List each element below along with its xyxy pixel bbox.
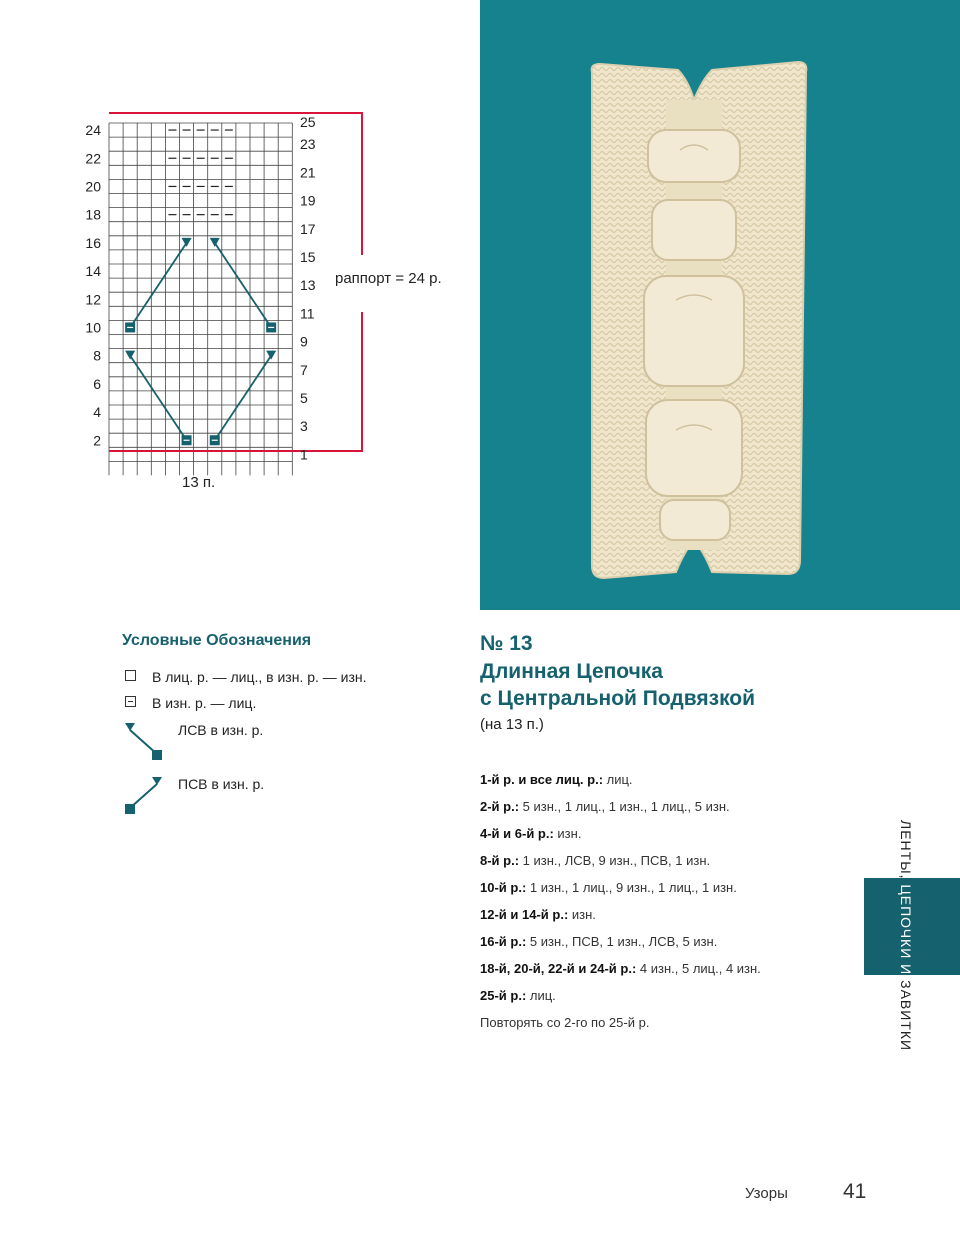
cable-line bbox=[130, 243, 186, 328]
cable-start-marker bbox=[210, 238, 220, 247]
row-number-left: 22 bbox=[85, 150, 101, 167]
left-cross-symbol-icon bbox=[120, 720, 170, 762]
left-row-numbers bbox=[85, 122, 101, 448]
row-number-right: 13 bbox=[300, 277, 316, 294]
legend-item-left-cross: ЛСВ в изн. р. bbox=[178, 722, 264, 738]
pattern-title-line1: Длинная Цепочка bbox=[480, 660, 663, 683]
row-number-left: 24 bbox=[85, 122, 101, 139]
cable-start-marker bbox=[266, 351, 276, 360]
row-number-left: 12 bbox=[85, 291, 101, 308]
pattern-row: 1-й р. и все лиц. р.: лиц. bbox=[480, 772, 633, 787]
row-number-left: 16 bbox=[85, 234, 101, 251]
row-number-right: 9 bbox=[300, 333, 308, 350]
pattern-row: 18-й, 20-й, 22-й и 24-й р.: 4 изн., 5 лиц., 4 изн. bbox=[480, 961, 761, 976]
row-number-left: 14 bbox=[85, 263, 101, 280]
row-number-left: 10 bbox=[85, 319, 101, 336]
chart-markers bbox=[125, 238, 276, 445]
pattern-row: 12-й и 14-й р.: изн. bbox=[480, 907, 596, 922]
row-number-right: 1 bbox=[300, 446, 308, 463]
page-number: 41 bbox=[843, 1180, 867, 1203]
row-number-right: 21 bbox=[300, 164, 316, 181]
chart-grid bbox=[109, 123, 292, 475]
legend-item-right-cross: ПСВ в изн. р. bbox=[178, 776, 265, 792]
pattern-number: № 13 bbox=[480, 632, 533, 655]
legend-item-knit: В лиц. р. — лиц., в изн. р. — изн. bbox=[152, 669, 367, 685]
pattern-row: 4-й и 6-й р.: изн. bbox=[480, 826, 582, 841]
repeat-label: раппорт = 24 р. bbox=[335, 270, 442, 287]
legend-purl-symbol-icon bbox=[125, 696, 136, 707]
row-number-left: 2 bbox=[93, 432, 101, 449]
legend-title: Условные Обозначения bbox=[122, 632, 312, 649]
pattern-title bbox=[480, 658, 755, 712]
stitch-count-label: 13 п. bbox=[182, 474, 216, 491]
row-number-left: 6 bbox=[93, 375, 101, 392]
cable-line bbox=[130, 356, 186, 441]
pattern-row: 25-й р.: лиц. bbox=[480, 988, 556, 1003]
pattern-rows bbox=[480, 772, 860, 1042]
row-number-right: 19 bbox=[300, 192, 316, 209]
pattern-row: 16-й р.: 5 изн., ПСВ, 1 изн., ЛСВ, 5 изн. bbox=[480, 934, 718, 949]
row-number-right: 15 bbox=[300, 248, 316, 265]
pattern-row: 8-й р.: 1 изн., ЛСВ, 9 изн., ПСВ, 1 изн. bbox=[480, 853, 711, 868]
cable-line bbox=[215, 356, 271, 441]
pattern-subtitle: (на 13 п.) bbox=[480, 716, 544, 733]
pattern-row: 10-й р.: 1 изн., 1 лиц., 9 изн., 1 лиц., 1 изн. bbox=[480, 880, 737, 895]
pattern-row: 2-й р.: 5 изн., 1 лиц., 1 изн., 1 лиц., 5 изн. bbox=[480, 799, 730, 814]
row-number-right: 25 bbox=[300, 114, 316, 130]
row-number-right: 7 bbox=[300, 361, 308, 378]
pattern-repeat-note: Повторять со 2-го по 25-й р. bbox=[480, 1015, 650, 1030]
row-number-left: 4 bbox=[93, 404, 101, 421]
right-row-numbers bbox=[300, 114, 316, 462]
row-number-left: 18 bbox=[85, 206, 101, 223]
row-number-right: 23 bbox=[300, 136, 316, 153]
knitted-swatch-illustration bbox=[480, 0, 960, 610]
row-number-right: 17 bbox=[300, 220, 316, 237]
cable-start-marker bbox=[182, 238, 192, 247]
row-number-left: 8 bbox=[93, 347, 101, 364]
row-number-right: 11 bbox=[300, 305, 315, 322]
legend-item-purl: В изн. р. — лиц. bbox=[152, 695, 257, 711]
row-number-right: 5 bbox=[300, 389, 308, 406]
legend-knit-symbol-icon bbox=[125, 670, 136, 681]
footer-section-label: Узоры bbox=[745, 1185, 788, 1202]
knitting-chart bbox=[0, 0, 470, 500]
section-side-label: ЛЕНТЫ, ЦЕПОЧКИ И ЗАВИТКИ bbox=[898, 820, 914, 1052]
chart-purl-dashes bbox=[168, 130, 232, 215]
pattern-title-line2: с Центральной Подвязкой bbox=[480, 687, 756, 710]
knitted-sample-photo bbox=[480, 0, 960, 610]
cable-start-marker bbox=[125, 351, 135, 360]
right-cross-symbol-icon bbox=[120, 774, 170, 816]
row-number-left: 20 bbox=[85, 178, 101, 195]
row-number-right: 3 bbox=[300, 418, 308, 435]
cable-line bbox=[215, 243, 271, 328]
